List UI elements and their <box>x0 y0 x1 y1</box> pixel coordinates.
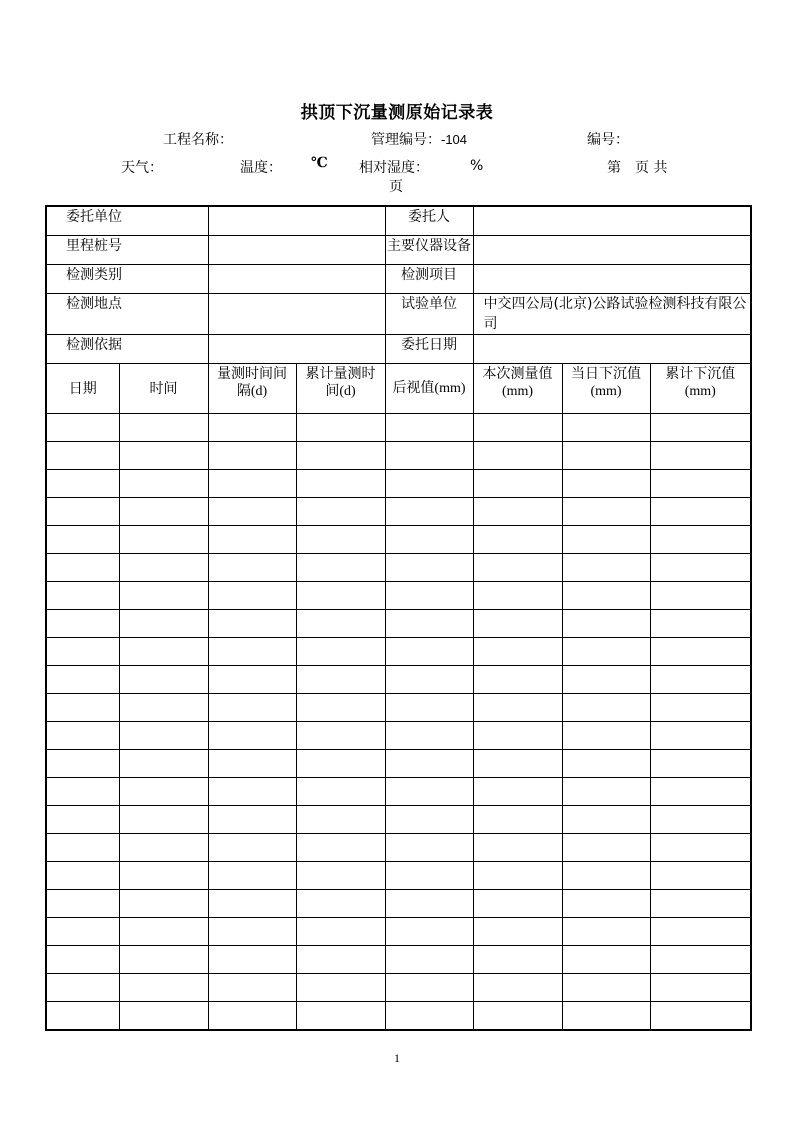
table-cell[interactable] <box>119 470 208 498</box>
table-cell[interactable] <box>650 890 751 918</box>
col-interval-line1: 量测时间间 <box>217 366 287 382</box>
table-cell[interactable] <box>208 806 296 834</box>
table-cell[interactable] <box>119 974 208 1002</box>
table-cell[interactable] <box>385 666 473 694</box>
test-unit-value[interactable]: 中交四公局(北京)公路试验检测科技有限公司 <box>473 294 751 335</box>
table-cell[interactable] <box>208 442 296 470</box>
table-row <box>46 974 751 1002</box>
column-header-row <box>46 364 751 414</box>
table-cell[interactable] <box>208 610 296 638</box>
project-name-label: 工程名称： <box>163 132 233 148</box>
table-cell[interactable] <box>473 946 562 974</box>
table-cell[interactable] <box>119 498 208 526</box>
table-cell[interactable] <box>296 694 385 722</box>
table-cell[interactable] <box>119 806 208 834</box>
table-cell[interactable] <box>208 582 296 610</box>
table-cell[interactable] <box>650 442 751 470</box>
table-row <box>46 1002 751 1031</box>
table-row <box>46 918 751 946</box>
table-cell[interactable] <box>208 834 296 862</box>
table-cell[interactable] <box>296 946 385 974</box>
table-row <box>46 582 751 610</box>
table-cell[interactable] <box>562 806 650 834</box>
table-cell[interactable] <box>119 526 208 554</box>
table-cell[interactable] <box>650 638 751 666</box>
info-row-location <box>46 294 751 335</box>
table-cell[interactable] <box>385 582 473 610</box>
table-cell[interactable] <box>562 862 650 890</box>
table-cell[interactable] <box>119 946 208 974</box>
chainage-value[interactable] <box>208 236 385 265</box>
humidity-label: 相对湿度： <box>359 160 429 176</box>
table-cell[interactable] <box>562 666 650 694</box>
table-cell[interactable] <box>46 470 119 498</box>
table-cell[interactable] <box>46 610 119 638</box>
table-cell[interactable] <box>650 694 751 722</box>
table-cell[interactable] <box>119 890 208 918</box>
table-cell[interactable] <box>385 498 473 526</box>
table-cell[interactable] <box>562 442 650 470</box>
table-row <box>46 890 751 918</box>
table-cell[interactable] <box>119 918 208 946</box>
table-cell[interactable] <box>385 890 473 918</box>
table-cell[interactable] <box>296 918 385 946</box>
table-cell[interactable] <box>650 862 751 890</box>
table-cell[interactable] <box>562 470 650 498</box>
table-cell[interactable] <box>473 638 562 666</box>
table-cell[interactable] <box>208 946 296 974</box>
weather-label: 天气： <box>121 160 163 176</box>
table-cell[interactable] <box>562 526 650 554</box>
table-cell[interactable] <box>650 414 751 442</box>
commission-date-label: 委托日期 <box>385 335 473 364</box>
table-cell[interactable] <box>562 778 650 806</box>
table-cell[interactable] <box>473 750 562 778</box>
test-item-label: 检测项目 <box>385 265 473 294</box>
col-cumulative-settlement-line1: 累计下沉值 <box>665 366 736 382</box>
table-cell[interactable] <box>650 974 751 1002</box>
data-rows <box>46 414 751 1031</box>
instrument-label: 主要仪器设备 <box>385 236 473 265</box>
table-cell[interactable] <box>385 778 473 806</box>
table-row <box>46 526 751 554</box>
table-cell[interactable] <box>562 1002 650 1031</box>
table-cell[interactable] <box>208 694 296 722</box>
table-cell[interactable] <box>119 694 208 722</box>
table-cell[interactable] <box>208 666 296 694</box>
table-row <box>46 862 751 890</box>
table-row <box>46 778 751 806</box>
col-cumulative-interval <box>296 364 385 414</box>
col-date: 日期 <box>46 364 119 414</box>
client-person-label: 委托人 <box>385 206 473 236</box>
table-cell[interactable] <box>385 974 473 1002</box>
table-cell[interactable] <box>46 834 119 862</box>
table-cell[interactable] <box>562 414 650 442</box>
table-row <box>46 610 751 638</box>
table-cell[interactable] <box>208 414 296 442</box>
table-cell[interactable] <box>208 498 296 526</box>
table-cell[interactable] <box>473 1002 562 1031</box>
table-cell[interactable] <box>46 638 119 666</box>
table-cell[interactable] <box>473 778 562 806</box>
table-cell[interactable] <box>46 498 119 526</box>
table-cell[interactable] <box>296 722 385 750</box>
table-cell[interactable] <box>296 414 385 442</box>
col-interval-line2: 隔(d) <box>236 384 268 399</box>
table-row <box>46 442 751 470</box>
col-cumulative-settlement <box>650 364 751 414</box>
table-cell[interactable] <box>473 414 562 442</box>
table-cell[interactable] <box>119 750 208 778</box>
table-cell[interactable] <box>473 890 562 918</box>
table-cell[interactable] <box>46 554 119 582</box>
table-cell[interactable] <box>385 918 473 946</box>
table-cell[interactable] <box>296 470 385 498</box>
table-cell[interactable] <box>650 498 751 526</box>
table-cell[interactable] <box>650 666 751 694</box>
table-cell[interactable] <box>46 862 119 890</box>
table-cell[interactable] <box>46 666 119 694</box>
number-label: 编号： <box>587 132 629 148</box>
test-unit-label: 试验单位 <box>385 294 473 335</box>
col-daily-settlement-line1: 当日下沉值 <box>571 366 641 382</box>
table-cell[interactable] <box>473 918 562 946</box>
table-row <box>46 694 751 722</box>
table-cell[interactable] <box>650 750 751 778</box>
table-row <box>46 498 751 526</box>
basis-value[interactable] <box>208 335 385 364</box>
table-cell[interactable] <box>473 722 562 750</box>
table-row <box>46 554 751 582</box>
col-measured-line2: (mm) <box>501 384 534 399</box>
col-interval <box>208 364 296 414</box>
commission-date-value[interactable] <box>473 335 751 364</box>
table-cell[interactable] <box>296 526 385 554</box>
table-cell[interactable] <box>562 694 650 722</box>
table-cell[interactable] <box>46 946 119 974</box>
table-row <box>46 834 751 862</box>
table-row <box>46 946 751 974</box>
table-cell[interactable] <box>296 974 385 1002</box>
form-title: 拱顶下沉量测原始记录表 <box>300 103 494 123</box>
client-person-value[interactable] <box>473 206 751 236</box>
table-cell[interactable] <box>119 1002 208 1031</box>
table-cell[interactable] <box>385 1002 473 1031</box>
table-cell[interactable] <box>385 554 473 582</box>
table-cell[interactable] <box>562 834 650 862</box>
chainage-label: 里程桩号 <box>46 236 208 265</box>
table-cell[interactable] <box>473 442 562 470</box>
table-cell[interactable] <box>562 610 650 638</box>
table-cell[interactable] <box>46 918 119 946</box>
table-cell[interactable] <box>296 498 385 526</box>
table-cell[interactable] <box>296 638 385 666</box>
table-cell[interactable] <box>562 750 650 778</box>
table-cell[interactable] <box>385 694 473 722</box>
table-cell[interactable] <box>562 918 650 946</box>
test-category-value[interactable] <box>208 265 385 294</box>
table-cell[interactable] <box>385 946 473 974</box>
table-row <box>46 470 751 498</box>
table-cell[interactable] <box>208 526 296 554</box>
table-cell[interactable] <box>562 638 650 666</box>
table-cell[interactable] <box>296 610 385 638</box>
table-cell[interactable] <box>119 834 208 862</box>
table-cell[interactable] <box>650 778 751 806</box>
table-cell[interactable] <box>650 806 751 834</box>
table-cell[interactable] <box>46 1002 119 1031</box>
table-cell[interactable] <box>385 442 473 470</box>
humidity-unit: % <box>470 158 484 174</box>
table-cell[interactable] <box>46 974 119 1002</box>
col-measured-line1: 本次测量值 <box>482 366 553 382</box>
table-cell[interactable] <box>562 890 650 918</box>
table-row <box>46 750 751 778</box>
table-cell[interactable] <box>385 610 473 638</box>
table-cell[interactable] <box>296 582 385 610</box>
table-cell[interactable] <box>650 470 751 498</box>
table-cell[interactable] <box>385 470 473 498</box>
table-cell[interactable] <box>473 610 562 638</box>
table-cell[interactable] <box>119 414 208 442</box>
table-cell[interactable] <box>208 778 296 806</box>
test-location-label: 检测地点 <box>46 294 208 335</box>
instrument-value[interactable] <box>473 236 751 265</box>
table-cell[interactable] <box>46 414 119 442</box>
basis-label: 检测依据 <box>46 335 208 364</box>
table-cell[interactable] <box>385 722 473 750</box>
table-cell[interactable] <box>650 1002 751 1031</box>
table-cell[interactable] <box>208 890 296 918</box>
col-daily-settlement-line2: (mm) <box>590 384 622 399</box>
table-cell[interactable] <box>473 806 562 834</box>
col-cumulative-interval-line2: 间(d) <box>325 384 356 399</box>
table-cell[interactable] <box>473 470 562 498</box>
table-cell[interactable] <box>562 554 650 582</box>
table-cell[interactable] <box>650 834 751 862</box>
table-cell[interactable] <box>296 554 385 582</box>
info-row-client <box>46 206 751 236</box>
table-cell[interactable] <box>119 554 208 582</box>
table-cell[interactable] <box>119 638 208 666</box>
table-cell[interactable] <box>562 946 650 974</box>
test-category-label: 检测类别 <box>46 265 208 294</box>
table-cell[interactable] <box>473 582 562 610</box>
table-cell[interactable] <box>562 582 650 610</box>
table-cell[interactable] <box>650 526 751 554</box>
table-cell[interactable] <box>473 666 562 694</box>
table-cell[interactable] <box>119 778 208 806</box>
table-cell[interactable] <box>296 778 385 806</box>
temperature-unit: ℃ <box>311 155 328 171</box>
table-row <box>46 414 751 442</box>
table-cell[interactable] <box>385 806 473 834</box>
table-cell[interactable] <box>208 1002 296 1031</box>
table-cell[interactable] <box>473 554 562 582</box>
client-unit-label: 委托单位 <box>46 206 208 236</box>
management-number-label: 管理编号： <box>371 132 441 148</box>
table-cell[interactable] <box>385 526 473 554</box>
col-measured <box>473 364 562 414</box>
table-cell[interactable] <box>562 974 650 1002</box>
table-cell[interactable] <box>562 722 650 750</box>
table-cell[interactable] <box>296 442 385 470</box>
info-row-chainage <box>46 236 751 265</box>
client-unit-value[interactable] <box>208 206 385 236</box>
table-cell[interactable] <box>473 526 562 554</box>
table-cell[interactable] <box>296 666 385 694</box>
table-row <box>46 722 751 750</box>
table-cell[interactable] <box>119 442 208 470</box>
table-cell[interactable] <box>46 806 119 834</box>
record-table <box>45 205 752 1031</box>
table-cell[interactable] <box>650 918 751 946</box>
col-daily-settlement <box>562 364 650 414</box>
table-cell[interactable] <box>296 750 385 778</box>
table-cell[interactable] <box>46 890 119 918</box>
info-row-basis <box>46 335 751 364</box>
table-cell[interactable] <box>473 834 562 862</box>
table-cell[interactable] <box>119 862 208 890</box>
table-cell[interactable] <box>473 498 562 526</box>
table-cell[interactable] <box>46 750 119 778</box>
page-label-continued: 页 <box>389 179 403 195</box>
table-cell[interactable] <box>385 638 473 666</box>
management-number <box>371 129 467 149</box>
table-cell[interactable] <box>119 722 208 750</box>
table-cell[interactable] <box>650 554 751 582</box>
table-cell[interactable] <box>296 862 385 890</box>
test-location-value[interactable] <box>208 294 385 335</box>
col-cumulative-settlement-line2: (mm) <box>684 384 716 399</box>
table-cell[interactable] <box>208 974 296 1002</box>
page-number: 1 <box>394 1051 400 1065</box>
table-cell[interactable] <box>385 414 473 442</box>
management-number-value: -104 <box>441 132 468 147</box>
table-cell[interactable] <box>208 862 296 890</box>
table-cell[interactable] <box>296 1002 385 1031</box>
table-cell[interactable] <box>650 582 751 610</box>
table-row <box>46 638 751 666</box>
table-cell[interactable] <box>208 638 296 666</box>
table-cell[interactable] <box>473 862 562 890</box>
table-cell[interactable] <box>385 750 473 778</box>
table-cell[interactable] <box>296 806 385 834</box>
table-cell[interactable] <box>119 666 208 694</box>
table-cell[interactable] <box>208 470 296 498</box>
col-backsight: 后视值(mm) <box>385 364 473 414</box>
table-cell[interactable] <box>650 610 751 638</box>
info-row-category <box>46 265 751 294</box>
table-row <box>46 806 751 834</box>
col-time: 时间 <box>119 364 208 414</box>
table-cell[interactable] <box>208 722 296 750</box>
table-cell[interactable] <box>46 526 119 554</box>
table-cell[interactable] <box>46 778 119 806</box>
table-cell[interactable] <box>296 890 385 918</box>
table-cell[interactable] <box>208 918 296 946</box>
table-cell[interactable] <box>473 694 562 722</box>
temperature-label: 温度： <box>240 160 282 176</box>
table-cell[interactable] <box>46 722 119 750</box>
test-item-value[interactable] <box>473 265 751 294</box>
table-cell[interactable] <box>385 862 473 890</box>
table-cell[interactable] <box>119 582 208 610</box>
table-cell[interactable] <box>208 554 296 582</box>
table-cell[interactable] <box>296 834 385 862</box>
table-cell[interactable] <box>46 694 119 722</box>
table-cell[interactable] <box>650 722 751 750</box>
table-cell[interactable] <box>650 946 751 974</box>
table-cell[interactable] <box>46 442 119 470</box>
table-row <box>46 666 751 694</box>
table-cell[interactable] <box>562 498 650 526</box>
col-cumulative-interval-line1: 累计量测时 <box>305 366 376 382</box>
table-cell[interactable] <box>208 750 296 778</box>
table-cell[interactable] <box>385 834 473 862</box>
page-label: 第 页 共 <box>607 160 668 176</box>
table-cell[interactable] <box>473 974 562 1002</box>
table-cell[interactable] <box>119 610 208 638</box>
table-cell[interactable] <box>46 582 119 610</box>
